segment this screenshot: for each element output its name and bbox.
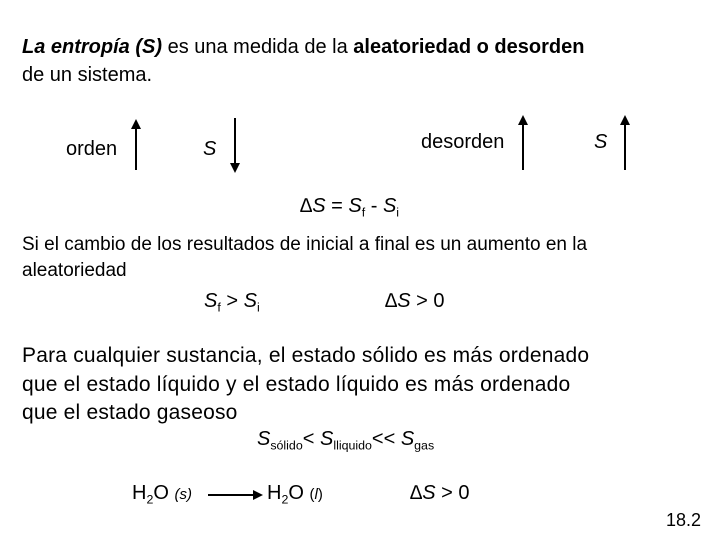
h2o-left-sub: 2 [146, 492, 154, 507]
s-label-2: S [594, 131, 608, 153]
ineq-sf-sub: f [217, 300, 221, 315]
intro-line-1 [22, 36, 584, 59]
s-solid-sub: sólido [270, 438, 303, 453]
ineq-delta-rest: > 0 [410, 290, 445, 312]
lt-1: < [302, 428, 320, 450]
ineq-si: S [243, 290, 257, 312]
state-right-close: ) [317, 486, 323, 503]
s-solid: S [257, 428, 271, 450]
s-gas: S [400, 428, 415, 450]
delta-s-positive [385, 290, 445, 313]
desorden-label: desorden [421, 131, 505, 153]
delta-s-equation [300, 195, 399, 218]
sf: S [348, 195, 362, 217]
h2o-left-h: H [132, 482, 147, 504]
paragraph-1-line-1: Si el cambio de los resultados de inicial a final es un aumento en la [22, 234, 588, 255]
intro-mid: es una medida de la [162, 36, 354, 58]
s-label-1: S [203, 138, 217, 160]
paragraph-1-line-2: aleatoriedad [22, 260, 127, 281]
paragraph-2-line-1: Para cualquier sustancia, el estado sólido es más ordenado [22, 344, 590, 367]
arrow-up-icon-3 [618, 114, 632, 170]
intro-bold: aleatoriedad o desorden [353, 36, 585, 58]
si: S [382, 195, 397, 217]
arrow-down-icon [228, 118, 242, 174]
ineq-si-sub: i [256, 300, 260, 315]
arrow-up-icon-2 [516, 114, 530, 170]
ineq-gt: > [220, 290, 244, 312]
sf-gt-si [204, 290, 260, 313]
si-sub: i [396, 205, 400, 220]
h2o-left-o: O [153, 482, 169, 504]
s-liquid: S [319, 428, 334, 450]
minus-sign: - [365, 195, 383, 217]
paragraph-2-line-3: que el estado gaseoso [22, 401, 238, 424]
reaction-left [132, 482, 192, 505]
intro-line-2: de un sistema. [22, 64, 153, 86]
sf-sub: f [361, 205, 366, 220]
reaction-right [267, 482, 323, 505]
delta-s: ∆S [300, 195, 326, 217]
reaction-delta-rest: > 0 [435, 482, 470, 504]
h2o-right-o: O [288, 482, 304, 504]
equals-sign: = [325, 195, 349, 217]
paragraph-2-line-2: que el estado líquido y el estado líquido es más ordenado [22, 373, 571, 396]
h2o-right-sub: 2 [281, 492, 289, 507]
entropy-order-relation [257, 428, 434, 451]
s-gas-sub: gas [414, 438, 435, 453]
lt-2: << [371, 428, 401, 450]
reaction-delta-s [410, 482, 470, 505]
ineq-delta: ∆S [385, 290, 411, 312]
intro-term: La entropía (S) [22, 36, 163, 58]
arrow-right-icon [208, 488, 264, 502]
s-liquid-sub: lliquido [333, 438, 372, 453]
orden-label: orden [66, 138, 118, 160]
reaction-delta: ∆S [410, 482, 436, 504]
state-right-l: l [314, 486, 318, 503]
h2o-right-h: H [267, 482, 282, 504]
state-left: (s) [174, 486, 192, 503]
arrow-up-icon-1 [129, 118, 143, 170]
page-number: 18.2 [666, 510, 702, 530]
state-right-open: ( [309, 486, 315, 503]
ineq-sf: S [204, 290, 218, 312]
